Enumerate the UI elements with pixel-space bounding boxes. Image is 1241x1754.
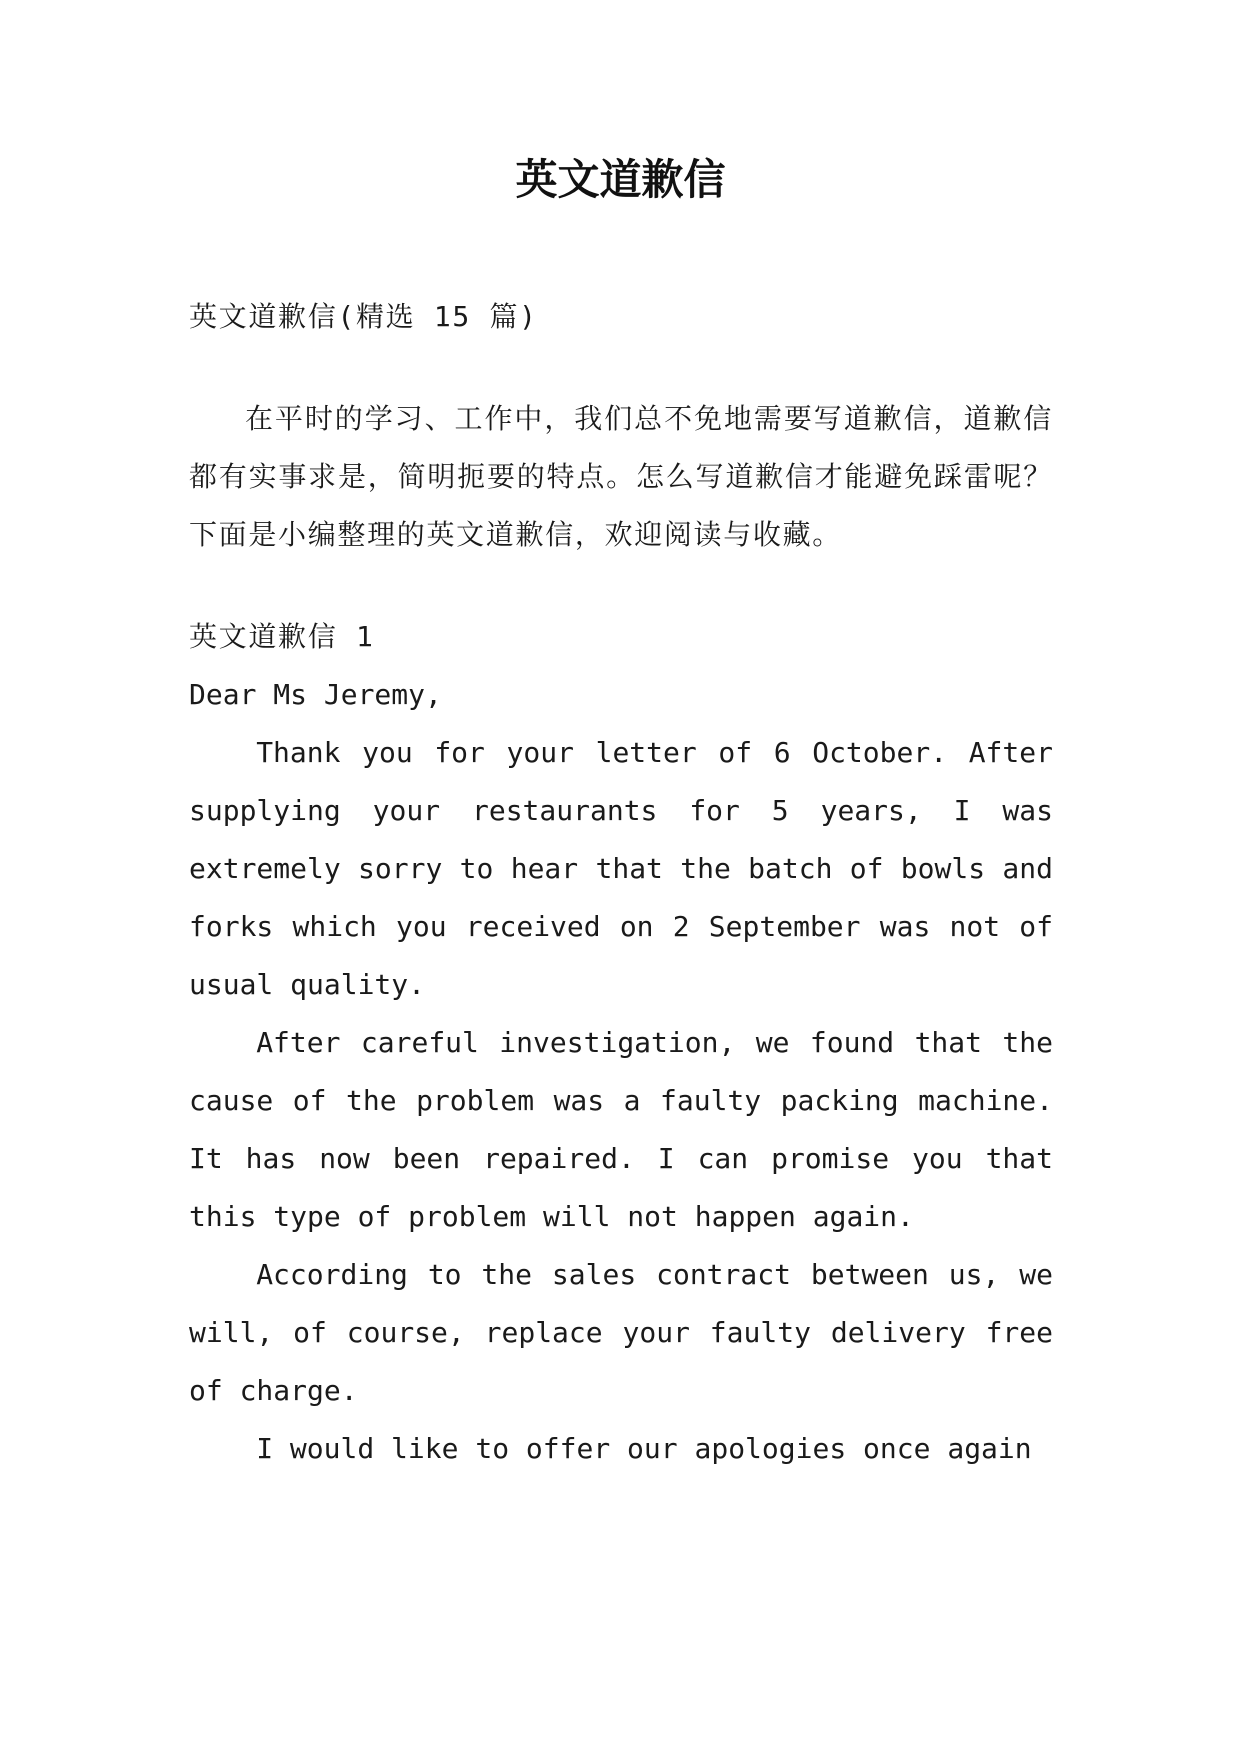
document-body: [189, 288, 1053, 1478]
document-subtitle: 英文道歉信(精选 15 篇): [189, 300, 538, 333]
letter-section: [189, 608, 1053, 1478]
letter-salutation: Dear Ms Jeremy,: [189, 678, 442, 711]
document-title: 英文道歉信: [515, 155, 726, 204]
letter-paragraph: I would like to offer our apologies once again: [256, 1432, 1032, 1465]
letter-paragraph: After careful investigation, we found that the cause of the problem was a faulty packing machine. It has now been repaired. I can promise you that this type of problem will not happen again.: [189, 1026, 1053, 1233]
letter-paragraph: According to the sales contract between us, we will, of course, replace your faulty delivery free of charge.: [189, 1258, 1053, 1407]
section-heading: 英文道歉信 1: [189, 620, 375, 653]
intro-paragraph: 在平时的学习、工作中，我们总不免地需要写道歉信，道歉信都有实事求是，简明扼要的特点。怎么写道歉信才能避免踩雷呢？下面是小编整理的英文道歉信，欢迎阅读与收藏。: [189, 402, 1053, 551]
letter-paragraph: Thank you for your letter of 6 October. After supplying your restaurants for 5 years, I was extremely sorry to hear that the batch of bowls and forks which you received on 2 September was not of usual quality.: [189, 736, 1053, 1001]
